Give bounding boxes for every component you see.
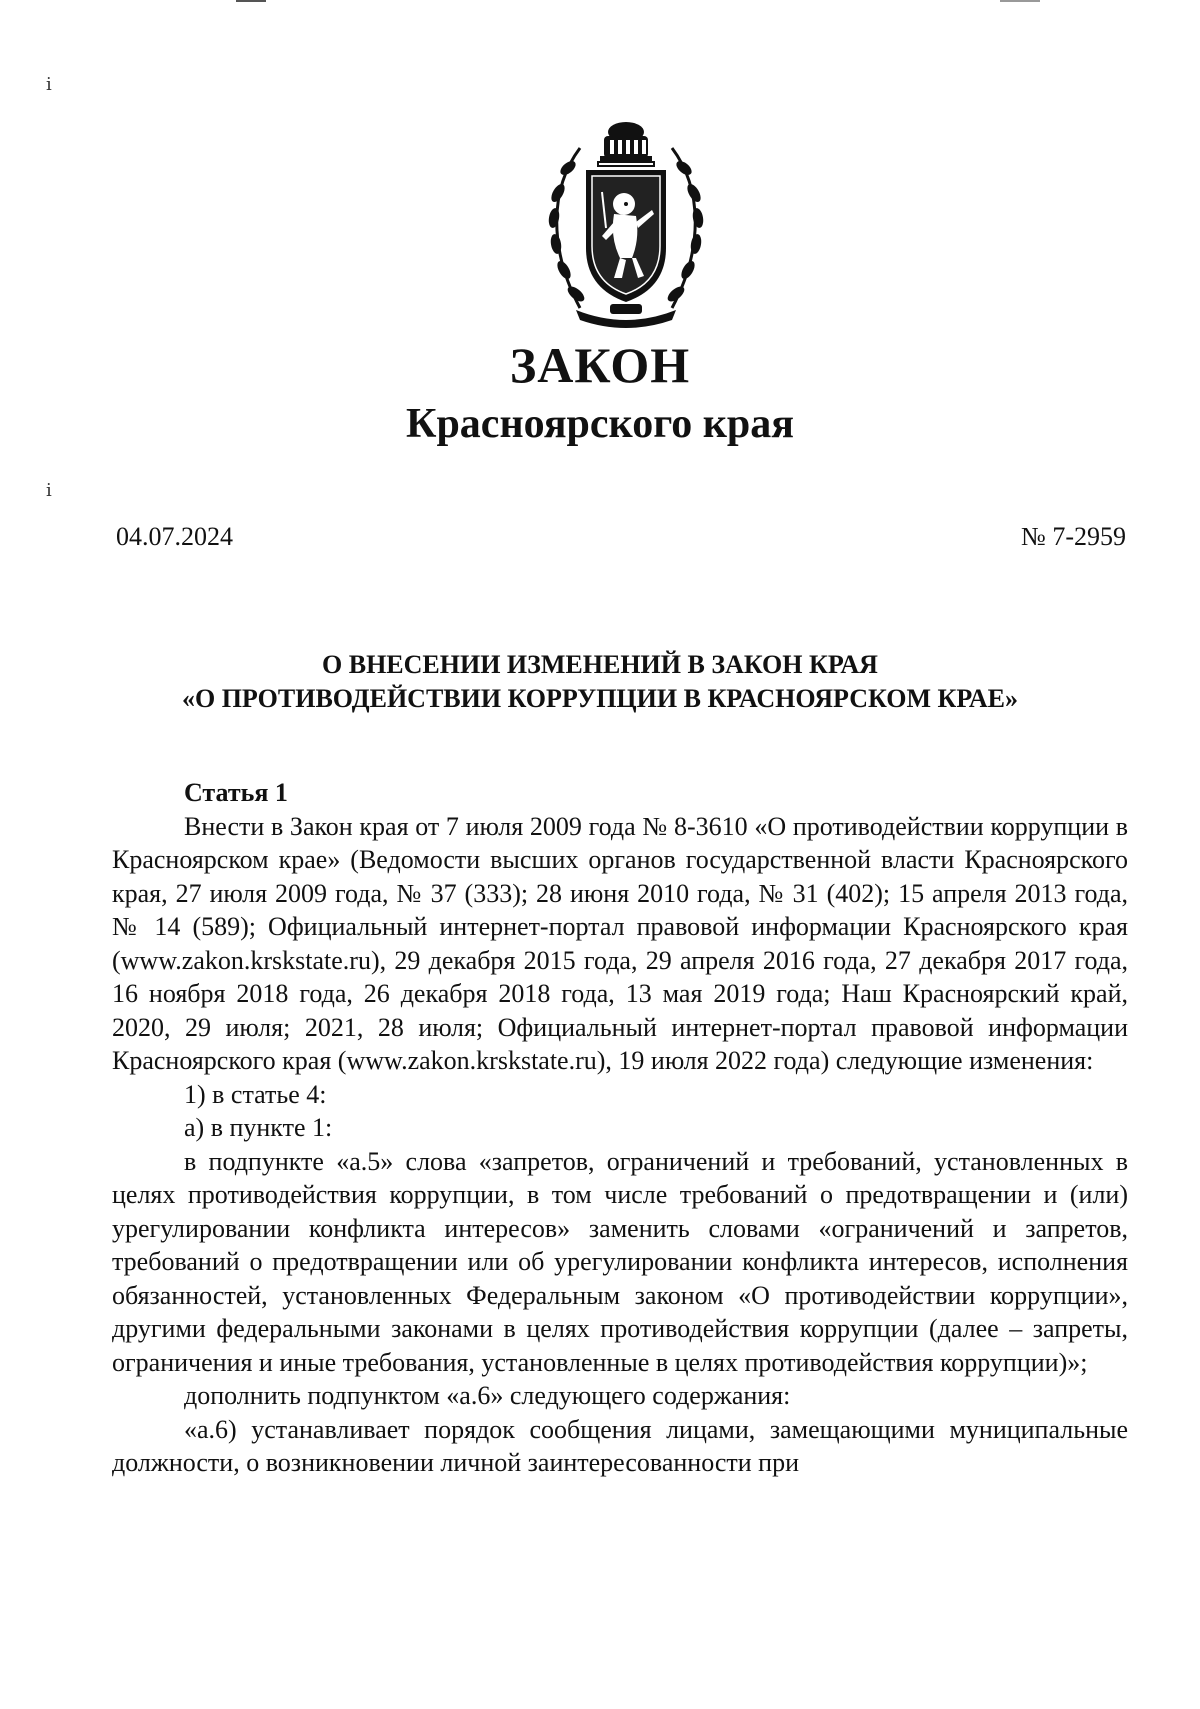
heading-line-2: «О ПРОТИВОДЕЙСТВИИ КОРРУПЦИИ В КРАСНОЯРСКОМ КРАЕ» bbox=[181, 684, 1019, 713]
paragraph-a5: в подпункте «а.5» слова «запретов, ограничений и требований, установленных в целях противодействия коррупции, в том числе требований о предотвращении и (или) урегулировании конфликта интересов» заменить словами «ограничений и запретов, требований о предотвращении или об урегулировании конфликта интересов, исполнения обязанностей, установленных Федеральным законом «О противодействии коррупции», другими федеральными законами в целях противодействия коррупции (далее – запреты, ограничения и иные требования, установленные в целях противодействия коррупции)»; bbox=[112, 1146, 1128, 1377]
document-subtitle: Красноярского края bbox=[405, 401, 795, 447]
scan-artifact-line bbox=[1000, 0, 1040, 2]
document-heading bbox=[0, 648, 1200, 716]
paragraph-a6: «а.6) устанавливает порядок сообщения лицами, замещающими муниципальные должности, о возникновении личной заинтересованности при bbox=[112, 1414, 1128, 1477]
document-body bbox=[112, 776, 1128, 1480]
scan-artifact-mark: ⅰ bbox=[46, 480, 52, 500]
heading-line-1: О ВНЕСЕНИИ ИЗМЕНЕНИЙ В ЗАКОН КРАЯ bbox=[322, 650, 878, 679]
scan-artifact-mark: ⅰ bbox=[46, 74, 52, 94]
krasnoyarsk-krai-coat-of-arms-icon bbox=[540, 118, 712, 330]
list-item-add: дополнить подпунктом «а.6» следующего содержания: bbox=[184, 1381, 791, 1410]
list-item-a: а) в пункте 1: bbox=[184, 1113, 333, 1142]
list-item-1: 1) в статье 4: bbox=[184, 1079, 327, 1109]
paragraph-intro: Внести в Закон края от 7 июля 2009 года № 8-3610 «О противодействии коррупции в Красноярском крае» (Ведомости высших органов государственной власти Красноярского края, 27 июля 2009 года, № 37 (333); 28 июня 2010 года, № 31 (402); 15 апреля 2013 года, № 14 (589); Официальный интернет-портал правовой информации Красноярского края (www.zakon.krskstate.ru), 29 декабря 2015 года, 29 апреля 2016 года, 27 декабря 2017 года, 16 ноября 2018 года, 26 декабря 2018 года, 13 мая 2019 года; Наш Красноярский край, 2020, 29 июля; 2021, 28 июля; Официальный интернет-портал правовой информации Красноярского края (www.zakon.krskstate.ru), 19 июля 2022 года) следующие изменения: bbox=[112, 811, 1128, 1075]
article-title: Статья 1 bbox=[184, 778, 288, 807]
document-number: № 7-2959 bbox=[1021, 522, 1126, 551]
document-title: ЗАКОН bbox=[509, 337, 691, 393]
document-date: 04.07.2024 bbox=[116, 522, 233, 551]
scan-artifact-line bbox=[236, 0, 266, 2]
